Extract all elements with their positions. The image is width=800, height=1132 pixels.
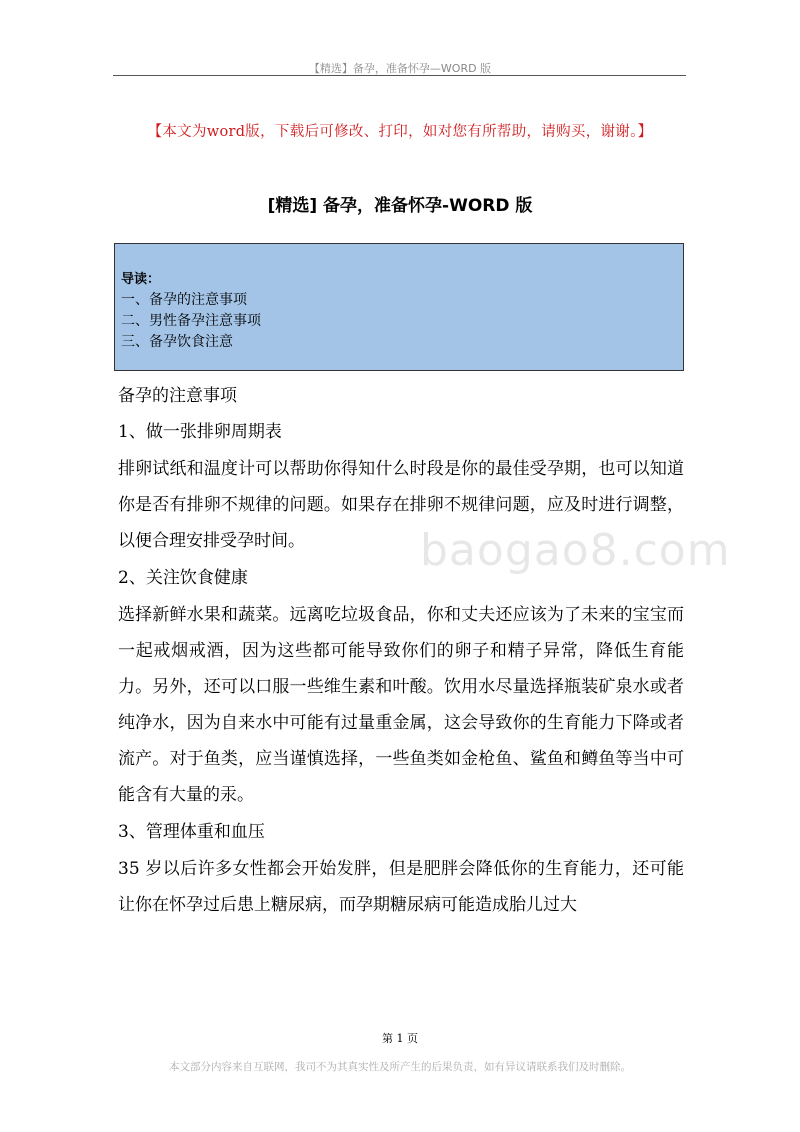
document-title: [精选] 备孕，准备怀孕-WORD 版 (267, 196, 533, 216)
paragraph-diet: 选择新鲜水果和蔬菜。远离吃垃圾食品，你和丈夫还应该为了未来的宝宝而一起戒烟戒酒，因为这些都可能导致你们的卵子和精子异常，降低生育能力。另外，还可以口服一些维生素和叶酸。饮用水尽量选择瓶装矿泉水或者纯净水，因为自来水中可能有过量重金属，这会导致你的生育能力下降或者流产。对于鱼类，应当谨慎选择，一些鱼类如金枪鱼、鲨鱼和鳟鱼等当中可能含有大量的汞。 (118, 605, 684, 805)
subheading-ovulation: 1、做一张排卵周期表 (118, 422, 282, 442)
guide-box (114, 243, 684, 371)
footer-disclaimer: 本文部分内容来自互联网，我司不为其真实性及所产生的后果负责，如有异议请联系我们及时删除。 (169, 1061, 631, 1073)
page-header: 【精选】备孕，准备怀孕—WORD 版 (308, 62, 492, 75)
header-divider (113, 75, 686, 76)
guide-item: 一、备孕的注意事项 (121, 292, 247, 308)
subheading-weight: 3、管理体重和血压 (118, 822, 265, 842)
page-number: 第 1 页 (382, 1032, 418, 1045)
guide-item: 二、男性备孕注意事项 (121, 313, 261, 329)
paragraph-ovulation: 排卵试纸和温度计可以帮助你得知什么时段是你的最佳受孕期，也可以知道你是否有排卵不规律的问题。如果存在排卵不规律问题，应及时进行调整，以便合理安排受孕时间。 (118, 459, 684, 551)
guide-item: 三、备孕饮食注意 (121, 334, 233, 350)
paragraph-weight: 35 岁以后许多女性都会开始发胖，但是肥胖会降低你的生育能力，还可能让你在怀孕过后患上糖尿病，而孕期糖尿病可能造成胎儿过大 (118, 859, 684, 915)
guide-heading: 导读： (121, 272, 161, 287)
document-body (118, 378, 684, 924)
download-notice: 【本文为word版，下载后可修改、打印，如对您有所帮助，请购买，谢谢。】 (147, 124, 653, 140)
subheading-diet: 2、关注饮食健康 (118, 568, 248, 588)
section-title: 备孕的注意事项 (118, 386, 237, 406)
watermark: baogao8.com (420, 525, 731, 576)
